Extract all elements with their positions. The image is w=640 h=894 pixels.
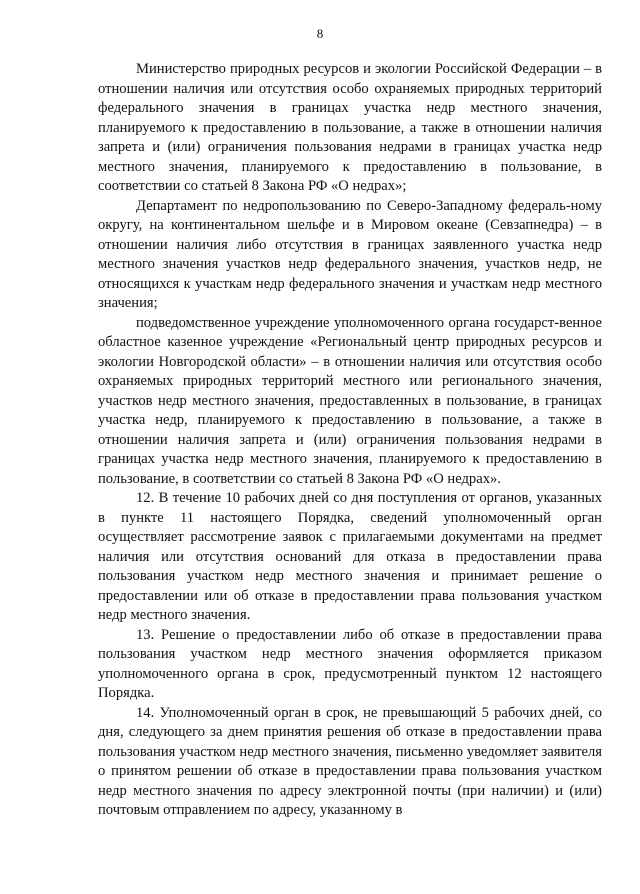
paragraph-ministry-natural-resources: Министерство природных ресурсов и экологии Российской Федерации – в отношении наличия или отсутствия особо охраняемых природных территорий федерального значения в границах участка недр местного значения, планируемого к предоставлению в пользование, а также в отношении наличия запрета и (или) ограничения пользования недрами в границах участка недр местного значения, планируемого к предоставлению в пользование, в соответствии со статьей 8 Закона РФ «О недрах»; xyxy=(98,61,602,194)
paragraph-regional-center: подведомственное учреждение уполномоченного органа государст-венное областное казенное учреждение «Региональный центр природных ресурсов и экологии Новгородской области» – в отношении наличия или отсутствия особо охраняемых природных территорий местного или регионального значения, участков недр местного значения, предоставленных в пользование, в границах участка недр, планируемого к предоставлению в пользование, а также в отношении наличия запрета и (или) ограничения пользования недрами в границах участка недр местного значения, планируемого к предоставлению в пользование, в соответствии со статьей 8 Закона РФ «О недрах». xyxy=(98,314,602,487)
document-body xyxy=(98,60,602,821)
paragraph-clause-12: 12. В течение 10 рабочих дней со дня поступления от органов, указанных в пункте 11 настоящего Порядка, сведений уполномоченный орган осуществляет рассмотрение заявок с прилагаемыми документами на предмет наличия или отсутствия оснований для отказа в предоставлении права пользования участком недр местного значения и принимает решение о предоставлении или об отказе в предоставлении права пользования участком недр местного значения. xyxy=(98,490,602,623)
paragraph-clause-13: 13. Решение о предоставлении либо об отказе в предоставлении права пользования участком недр местного значения оформляется приказом уполномоченного органа в срок, предусмотренный пунктом 12 настоящего Порядка. xyxy=(98,626,602,701)
page-number: 8 xyxy=(316,26,324,41)
paragraph-clause-14: 14. Уполномоченный орган в срок, не превышающий 5 рабочих дней, со дня, следующего за днем принятия решения об отказе в предоставлении права пользования участком недр местного значения, письменно уведомляет заявителя о принятом решении об отказе в предоставлении права пользования участком недр местного значения по адресу электронной почты (при наличии) и (или) почтовым отправлением по адресу, указанному в xyxy=(98,704,602,818)
paragraph-sevzapnedra: Департамент по недропользованию по Северо-Западному федераль-ному округу, на континентальном шельфе и в Мировом океане (Севзапнедра) – в отношении наличия либо отсутствия в границах заявленного участка недр местного значения участков недр федерального значения, участков недр, не относящихся к участкам недр федерального значения и участкам недр местного значения; xyxy=(98,197,602,311)
